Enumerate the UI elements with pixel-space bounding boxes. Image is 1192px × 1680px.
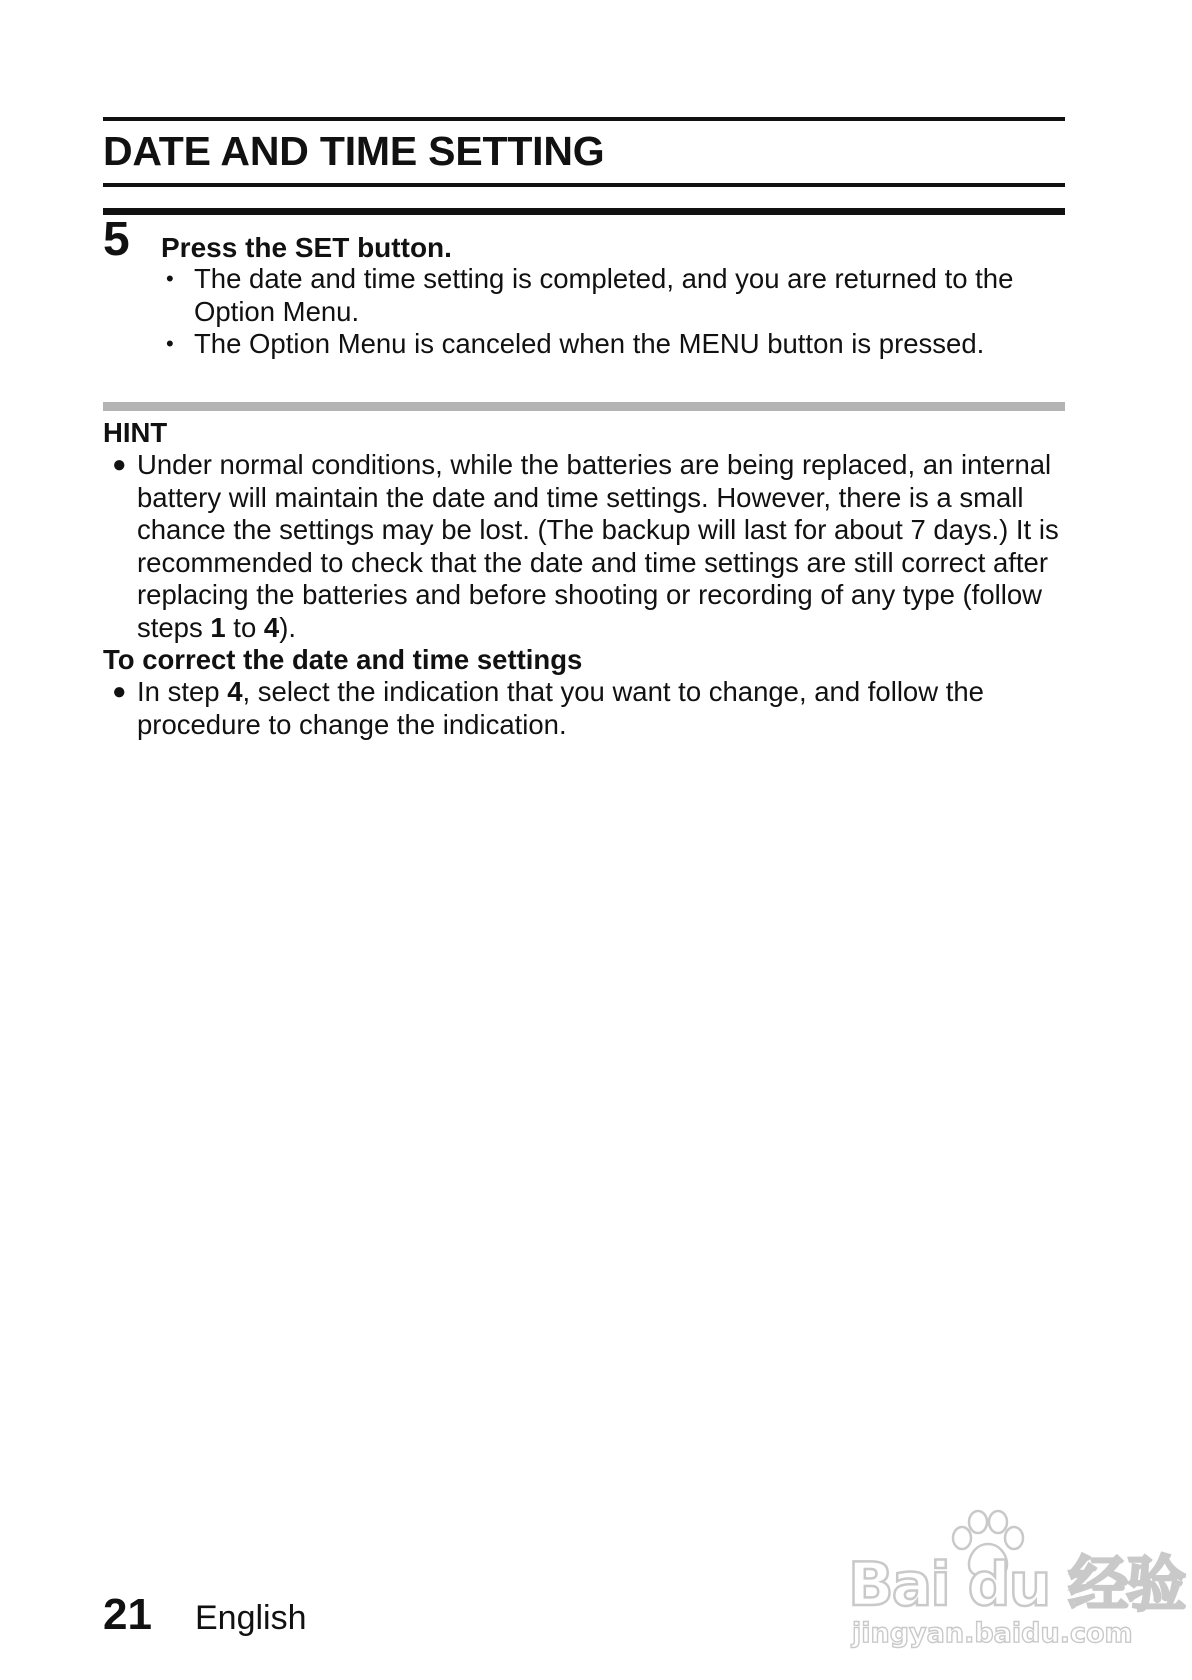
correct-heading: To correct the date and time settings — [103, 644, 583, 675]
step-ref-to: 4 — [263, 611, 280, 643]
baidu-jingyan-watermark — [848, 1508, 1185, 1649]
step-note — [166, 328, 1066, 361]
correct-step-ref: 4 — [227, 676, 243, 707]
bullet-circle-icon: ● — [112, 451, 127, 478]
page-number: 21 — [103, 1590, 152, 1639]
hint-item-end: ). — [279, 611, 296, 643]
top-rule — [103, 117, 1065, 121]
bullet-dot-icon: • — [166, 331, 174, 356]
correct-text: , select the indication that you want to change, and follow the procedure to change the indication. — [137, 676, 984, 740]
correct-prefix: In step — [137, 676, 228, 707]
watermark-logo-text: Bai du 经验 — [848, 1550, 1185, 1620]
bullet-circle-icon: ● — [112, 678, 127, 705]
step-note-text: The Option Menu is canceled when the MENU button is pressed. — [194, 328, 985, 359]
hint-list — [103, 449, 1075, 644]
step-heading: Press the SET button. — [161, 232, 452, 263]
step-ref-from: 1 — [210, 611, 226, 643]
correct-item — [103, 676, 1075, 741]
step-note-text: The date and time setting is completed, and you are returned to the Option Menu. — [194, 263, 1014, 327]
hint-label: HINT — [103, 417, 168, 448]
page-title: DATE AND TIME SETTING — [103, 128, 605, 174]
correct-list — [103, 676, 1075, 741]
step-section-rule — [103, 208, 1065, 215]
step-notes — [166, 263, 1066, 361]
watermark-url: jingyan.baidu.com — [852, 1618, 1133, 1649]
page-language: English — [195, 1599, 307, 1637]
step-note — [166, 263, 1066, 328]
hint-item-text: Under normal conditions, while the batteries are being replaced, an internal battery will maintain the date and time settings. However, there is a small chance the settings may be lost. (The backup will last for about 7 days.) It is recommended to check that the date and time settings are still correct after replacing the batteries and before shooting or recording of any type (follow steps — [137, 449, 1059, 643]
bullet-dot-icon: • — [166, 266, 174, 291]
step-number: 5 — [103, 213, 130, 266]
title-underline — [103, 183, 1065, 187]
hint-divider — [103, 402, 1065, 411]
hint-item — [103, 449, 1075, 644]
hint-item-mid: to — [225, 611, 264, 643]
